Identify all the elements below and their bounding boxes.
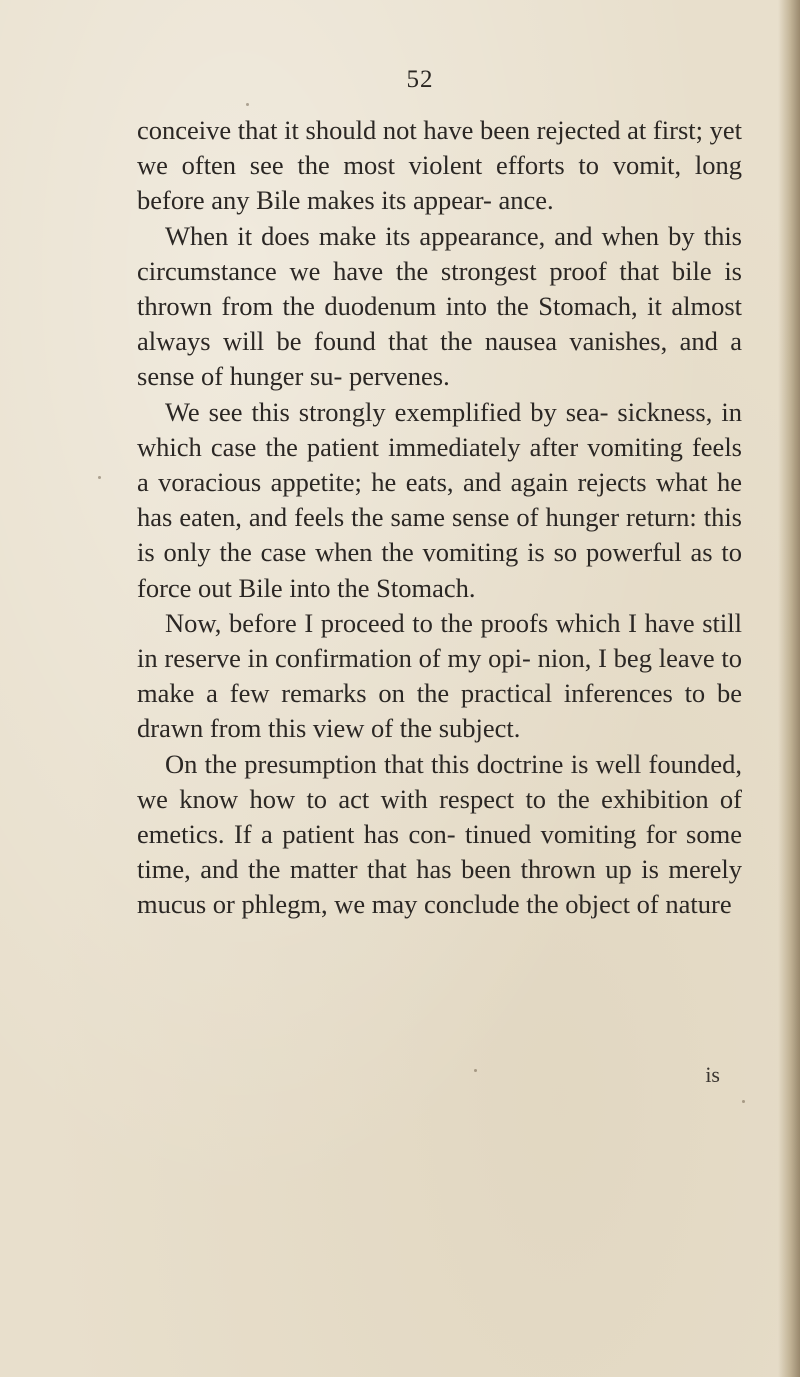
paragraph-2: When it does make its appearance, and when by this circumstance we have the strongest proof that bile is thrown from the duodenum into the Stomach, it almost always will be found that the nausea vanishes, and a sense of hunger su- pervenes.: [137, 220, 742, 392]
page-number: 52: [406, 66, 434, 93]
catchword: is: [705, 1062, 720, 1087]
paragraph-3: We see this strongly exemplified by sea- sickness, in which case the patient immediately after vomiting feels a voracious appetite; he eats, and again rejects what he has eaten, and feels the same sense of hunger return: this is only the case when the vomiting is so powerful as to force out Bile into the Stomach.: [137, 396, 742, 603]
paper-speck: [98, 476, 101, 479]
paper-speck: [474, 1069, 477, 1072]
paragraph-5: On the presumption that this doctrine is well founded, we know how to act with respect to the exhibition of emetics. If a patient has con- tinued vomiting for some time, and the matter that has been thrown up is merely mucus or phlegm, we may conclude the object of nature: [137, 748, 742, 920]
page-edge-shadow: [778, 0, 800, 1377]
paragraph-1: conceive that it should not have been rejected at first; yet we often see the most violent efforts to vomit, long before any Bile makes its appear- ance.: [137, 115, 742, 216]
paper-speck: [742, 1100, 745, 1103]
paper-speck: [246, 103, 249, 106]
paragraph-4: Now, before I proceed to the proofs which I have still in reserve in confirmation of my opi- nion, I beg leave to make a few remarks on the practical inferences to be drawn from this view of the subject.: [137, 607, 742, 744]
body-text: [137, 113, 742, 923]
